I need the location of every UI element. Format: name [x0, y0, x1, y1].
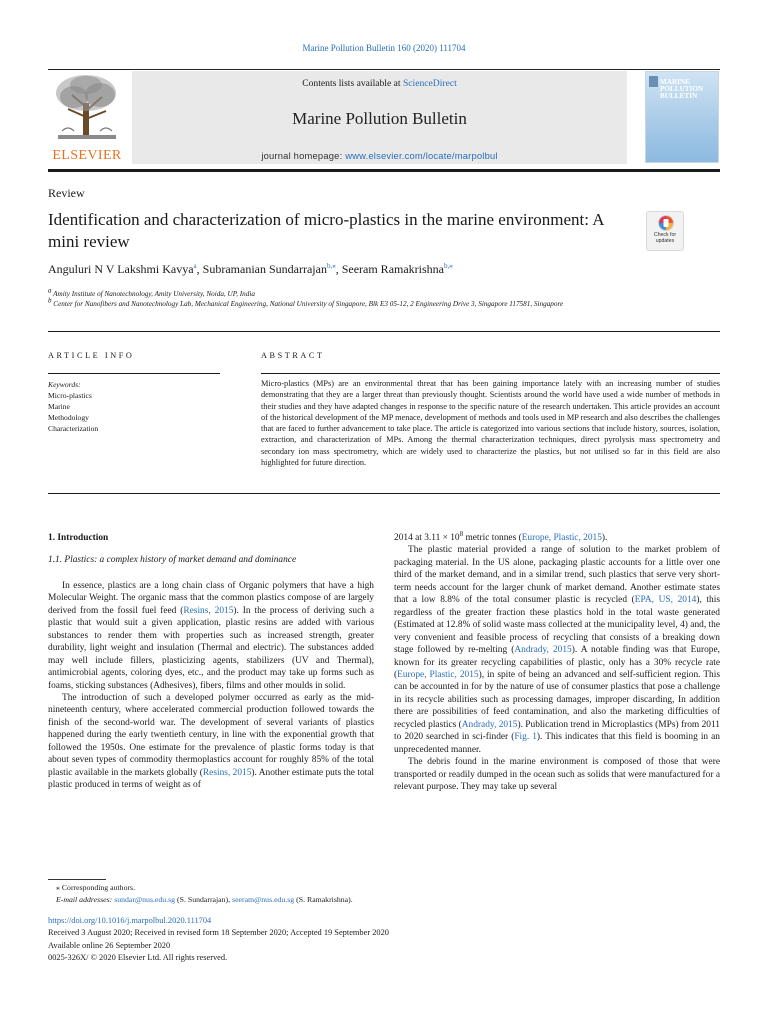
- article-type: Review: [48, 186, 85, 200]
- body-column-right: [394, 529, 720, 794]
- affiliation-mark: a: [48, 286, 52, 295]
- journal-homepage-line: [132, 150, 627, 161]
- body-paragraph: [394, 756, 720, 793]
- body-paragraph: [394, 544, 720, 756]
- text-run: In essence, plastics are a long chain class of Organic polymers that have a high Molecular Weight. The organic mass that the common plastics compose of are largely derived from the fossil fuel feed (: [48, 580, 374, 616]
- section-rule: [48, 331, 720, 332]
- contents-line: [132, 78, 627, 89]
- body-paragraph: [48, 692, 374, 792]
- article-title: Identification and characterization of micro-plastics in the marine environment: A mini review: [48, 210, 604, 251]
- article-metadata: [48, 915, 389, 964]
- article-info-rule: [48, 373, 220, 374]
- text-run: ). In the process of deriving such a plastic that would suit a given application, plastic resins are added with various substances to render them with properties such as increased strength, greater durability, light weight and insulation (Thermal and electric). The substances added may well include fillers, plasticizing agents, stabilizers (UV and Thermal), antimicrobial agents, coloring dyes, etc., and the product may take up forms such as foams, sticking substances (Adhesives), fibers, films and other moulds in solid.: [48, 605, 374, 691]
- affiliation: [48, 296, 708, 310]
- cover-badge-icon: [649, 76, 658, 87]
- article-info-heading: ARTICLE INFO: [48, 351, 135, 360]
- text-run: metric tonnes (: [463, 533, 522, 543]
- check-for-updates-button[interactable]: [646, 211, 684, 251]
- footnotes: [56, 882, 353, 906]
- text-run: ). Publication trend in Microplastics (MPs) from 2011 to 2020 searched in sci-finder (: [394, 719, 720, 743]
- affiliation-text: Center for Nanofibers and Nanotechnology Lab, Mechanical Engineering, National University of Singapore, Blk E3 05-12, 2 Engineering Drive 3, Singapore 117581, Singapore: [53, 300, 564, 308]
- affiliation-mark: b: [48, 296, 52, 305]
- text-run: ).: [601, 533, 608, 543]
- sciencedirect-link[interactable]: ScienceDirect: [402, 78, 457, 89]
- body-paragraph: [48, 580, 374, 692]
- author-affiliation-mark[interactable]: b,⁎: [444, 262, 453, 270]
- journal-cover-thumbnail[interactable]: [645, 71, 719, 163]
- text-run: The introduction of such a developed polymer occurred as early as the mid-nineteenth century, where accelerated commercial production followed towards the finish of the second-world war. The development of several variants of plastics happened during the early twentieth century, in line with the exponential growth that followed the 1950s. One estimate for the prevalence of plastic forms today is that about seven types of commodity thermoplastics account for roughly 85% of the total plastic available in the markets globally (: [48, 692, 374, 778]
- email-label: E-mail addresses:: [56, 895, 115, 904]
- section-heading: 1. Introduction: [48, 533, 109, 543]
- homepage-prefix: journal homepage:: [261, 150, 346, 161]
- crossmark-label: Check for updates: [653, 232, 677, 244]
- keyword: Marine: [48, 402, 70, 411]
- text-run: ). This indicates that this field is booming in an unprecedented manner.: [394, 732, 720, 755]
- body-column-left: [48, 532, 374, 792]
- affiliation: [48, 286, 708, 300]
- text-run: ), in spite of being an advanced and self-sufficient region. This can be accounted in for by the nature of use of consumer plastics that pose a challenge in its recycle abilities such as processing damages, improper discarding, In addition there are possibilities of feed contamination, and also the marketing difficulties of recycled plastics (: [394, 669, 720, 730]
- citation-link[interactable]: Resins, 2015: [183, 605, 234, 616]
- copyright-line: 0025-326X/ © 2020 Elsevier Ltd. All rights reserved.: [48, 952, 228, 962]
- citation-link[interactable]: Europe, Plastic, 2015: [521, 533, 602, 543]
- affiliation-text: Amity Institute of Nanotechnology, Amity University, Noida, UP, India: [53, 290, 255, 298]
- crossmark-icon: [658, 215, 674, 231]
- keyword: Micro-plastics: [48, 391, 92, 400]
- citation-link[interactable]: Europe, Plastic, 2015: [397, 669, 479, 680]
- author-name[interactable]: Anguluri N V Lakshmi Kavya: [48, 262, 194, 276]
- masthead-rule: [48, 169, 720, 172]
- corresponding-author-note: ⁎ Corresponding authors.: [56, 883, 136, 892]
- text-run: 2014 at 3.11 × 10: [394, 533, 460, 543]
- abstract-text: Micro-plastics (MPs) are an environmental threat that has been gaining importance lately with an increasing number of studies demonstrating that they are a larger threat than previously thought. Scientists around the world have used a wide number of methods in their studies and they have adapted changes in response to the specific nature of the research undertaken. This article provides an account of the historical development of the MP menace, development of methods and tools used in MP research and also describes the challenges that are faced to further advancement to take place. The article is categorized into various sections that include history, sources, isolation, extraction, and characterization of MPs. Among the thermal characterization techniques, direct pyrolysis mass spectrometry and secondary ion mass spectrometry, which are widely used to characterize the plastics, but not utilised so far in this field are also highlighted for future direction.: [261, 379, 720, 468]
- email-link[interactable]: seeram@nus.edu.sg: [232, 895, 295, 904]
- text-run: The debris found in the marine environment is composed of those that were transported or readily dumped in the ocean such as solids that were manufactured for a relevant purpose. They may take up several: [394, 757, 720, 793]
- email-link[interactable]: sundar@nus.edu.sg: [114, 895, 176, 904]
- masthead: [48, 71, 720, 164]
- elsevier-wordmark: ELSEVIER: [52, 148, 122, 163]
- text-run: ). Another estimate puts the total plastic produced in terms of weight as of: [48, 767, 374, 791]
- abstract-bottom-rule: [48, 493, 720, 494]
- abstract-rule: [261, 373, 720, 374]
- citation-link[interactable]: Andrady, 2015: [461, 719, 518, 730]
- text-run: ). A notable finding was that Europe, known for its greater recycling capabilities of plastic, only has a 30% recycle rate (: [394, 645, 720, 680]
- received-dates: Received 3 August 2020; Received in revised form 18 September 2020; Accepted 19 September 2020: [48, 928, 389, 938]
- subsection-heading: 1.1. Plastics: a complex history of market demand and dominance: [48, 555, 297, 566]
- journal-homepage-link[interactable]: www.elsevier.com/locate/marpolbul: [345, 150, 498, 161]
- journal-title: Marine Pollution Bulletin: [292, 109, 467, 128]
- keyword: Characterization: [48, 424, 99, 433]
- text-run: The plastic material provided a range of solution to the market problem of packaging material. In the US alone, packaging plastic accounts for a little over one third of the market demand, and in a similar trend, such plastics that serve very short-term needs account for the larger chunk of market demand. Another estimate states that a low 8.8% of the total consumer plastic is recycled (: [394, 545, 720, 606]
- top-rule: [48, 69, 720, 70]
- elsevier-tree-icon: [50, 73, 124, 145]
- citation-link[interactable]: EPA, US, 2014: [634, 595, 697, 606]
- abstract-heading: ABSTRACT: [261, 351, 325, 360]
- citation-link[interactable]: Resins, 2015: [202, 767, 252, 778]
- email-line: [56, 894, 353, 906]
- keywords-heading: Keywords:: [48, 380, 81, 389]
- author-affiliation-mark[interactable]: b,⁎: [326, 262, 336, 270]
- journal-header-box: [132, 71, 627, 164]
- journal-reference-link[interactable]: Marine Pollution Bulletin 160 (2020) 111704: [302, 43, 466, 53]
- publisher-logo[interactable]: [48, 71, 126, 163]
- footnote-rule: [48, 879, 106, 880]
- contents-prefix: Contents lists available at: [302, 78, 403, 89]
- cover-title: MARINE POLLUTION BULLETIN: [660, 78, 704, 100]
- doi-link[interactable]: https://doi.org/10.1016/j.marpolbul.2020.111704: [48, 916, 212, 925]
- email-owner: (S. Sundarrajan),: [175, 895, 233, 904]
- keywords-block: [48, 379, 98, 434]
- citation-link[interactable]: Andrady, 2015: [514, 645, 572, 656]
- text-run: ), this regardless of the greater fraction these plastics hold in the total waste generated (Estimated at 12.8% of solid waste mass collected at the municipality level, 4) and, the very convenient and feasible process of recycling that consists of a breaking down stage followed by re-melting (: [394, 595, 720, 656]
- available-online-date: Available online 26 September 2020: [48, 940, 171, 950]
- author-name[interactable]: Seeram Ramakrishna: [341, 262, 445, 276]
- body-paragraph: [394, 529, 720, 544]
- author-affiliation-mark[interactable]: a: [193, 262, 197, 270]
- exponent: 8: [459, 529, 464, 538]
- author-list: Anguluri N V Lakshmi Kavya$^a$, Subramanian Sundarrajan$^{b,⁎}$, Seeram Ramakrishna$^{b,⁎}$: [48, 262, 453, 276]
- keyword: Methodology: [48, 413, 89, 422]
- author-name[interactable]: Subramanian Sundarrajan: [202, 262, 327, 276]
- email-owner: (S. Ramakrishna).: [294, 895, 353, 904]
- figure-link[interactable]: Fig. 1: [514, 732, 537, 743]
